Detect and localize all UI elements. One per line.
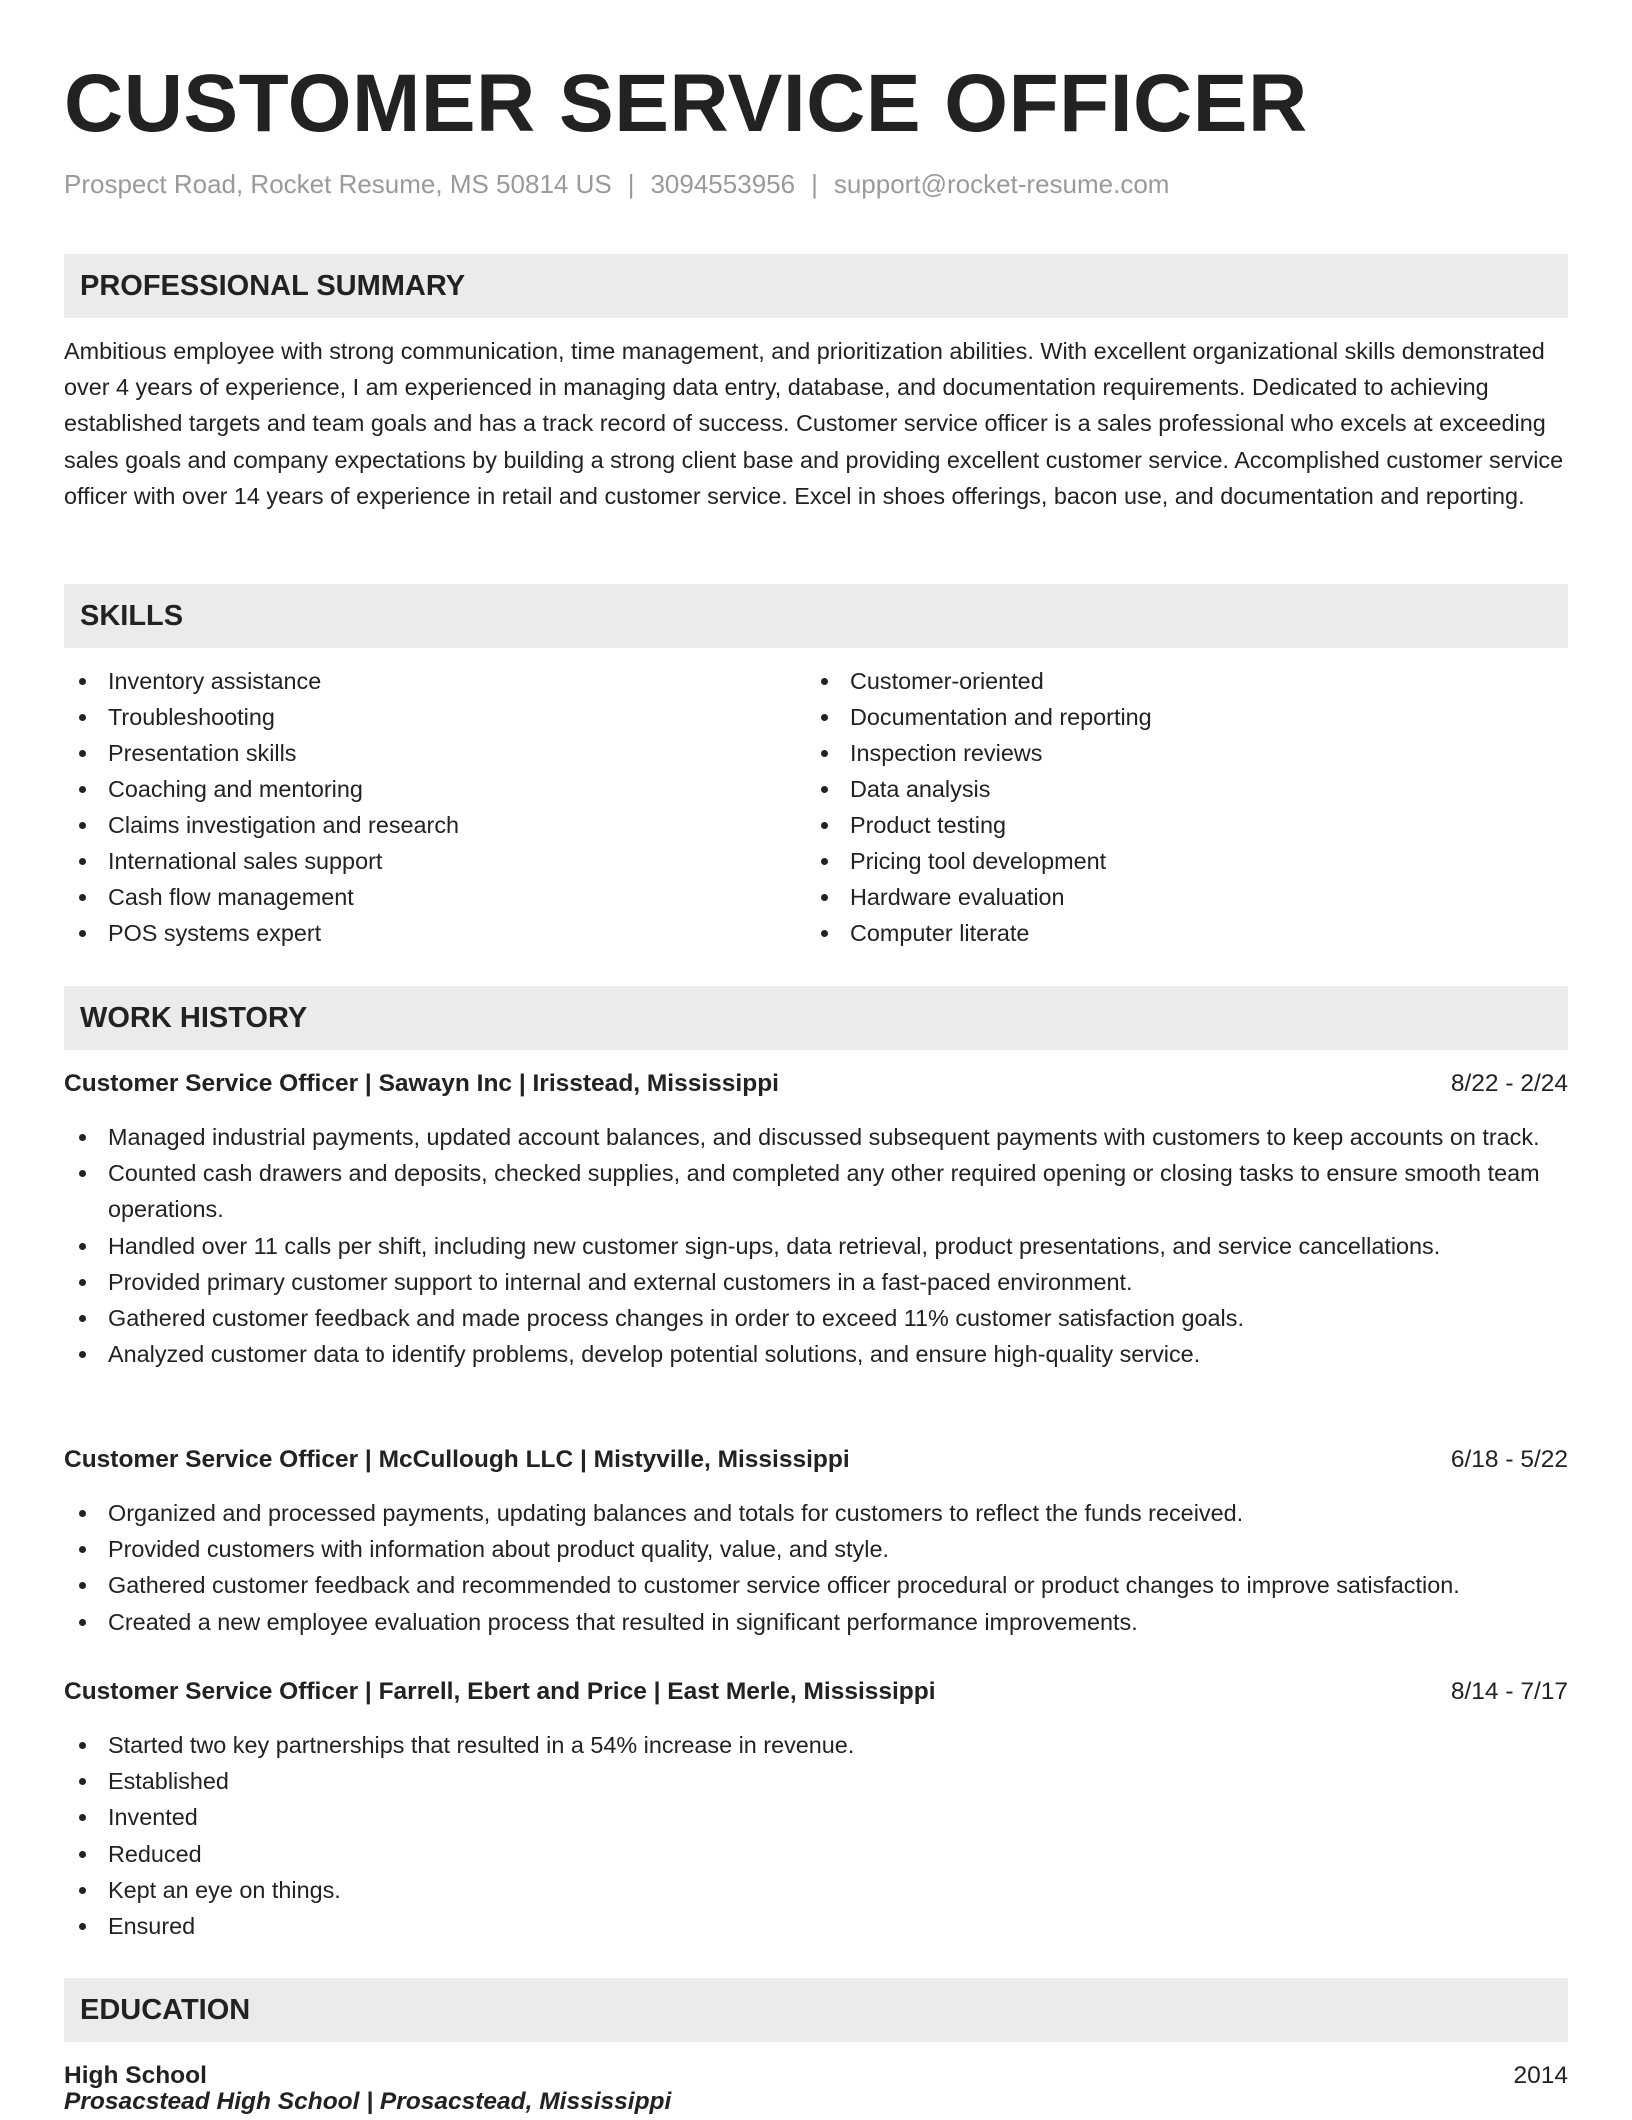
skill-item: Pricing tool development — [806, 843, 1546, 879]
skill-item: Cash flow management — [64, 879, 804, 915]
job-title: Customer Service Officer | McCullough LLC | Mistyville, Mississippi — [64, 1446, 850, 1473]
education-year: 2014 — [1513, 2062, 1568, 2089]
skill-item: POS systems expert — [64, 915, 804, 951]
skill-item: Inventory assistance — [64, 663, 804, 699]
job-dates: 6/18 - 5/22 — [1450, 1446, 1568, 1473]
job-bullet: Established — [64, 1763, 1568, 1799]
job-dates: 8/14 - 7/17 — [1450, 1678, 1568, 1705]
job-bullets — [64, 1495, 1568, 1640]
skill-item: Hardware evaluation — [806, 879, 1546, 915]
section-heading-summary: PROFESSIONAL SUMMARY — [64, 254, 1568, 318]
skills-list-left — [64, 663, 804, 951]
job-bullets — [64, 1119, 1568, 1372]
job-bullet: Started two key partnerships that resulted in a 54% increase in revenue. — [64, 1727, 1568, 1763]
job-bullet: Gathered customer feedback and made process changes in order to exceed 11% customer satisfaction goals. — [64, 1300, 1568, 1336]
job-header — [64, 1442, 1568, 1478]
job-bullet: Invented — [64, 1799, 1568, 1835]
job-bullet: Provided customers with information about product quality, value, and style. — [64, 1531, 1568, 1567]
job-bullets — [64, 1727, 1568, 1944]
job-bullet: Organized and processed payments, updating balances and totals for customers to reflect the funds received. — [64, 1495, 1568, 1531]
job-bullet: Created a new employee evaluation process that resulted in significant performance improvements. — [64, 1604, 1568, 1640]
section-heading-skills: SKILLS — [64, 584, 1568, 648]
skill-item: Troubleshooting — [64, 699, 804, 735]
job-bullet: Reduced — [64, 1836, 1568, 1872]
summary-text: Ambitious employee with strong communication, time management, and prioritization abilities. With excellent organizational skills demonstrated over 4 years of experience, I am experienced in managing data entry, database, and documentation requirements. Dedicated to achieving established targets and team goals and has a track record of success. Customer service officer is a sales professional who excels at exceeding sales goals and company expectations by building a strong client base and providing excellent customer service. Accomplished customer service officer with over 14 years of experience in retail and customer service. Excel in shoes offerings, bacon use, and documentation and reporting. — [64, 338, 1564, 509]
contact-address: Prospect Road, Rocket Resume, MS 50814 US — [64, 169, 612, 199]
section-heading-education: EDUCATION — [64, 1978, 1568, 2042]
job-title: Customer Service Officer | Farrell, Ebert and Price | East Merle, Mississippi — [64, 1678, 936, 1705]
contact-separator: | — [811, 169, 818, 199]
contact-phone: 3094553956 — [650, 169, 796, 199]
job-bullet: Analyzed customer data to identify problems, develop potential solutions, and ensure high-quality service. — [64, 1336, 1568, 1372]
job-bullet: Gathered customer feedback and recommended to customer service officer procedural or product changes to improve satisfaction. — [64, 1567, 1568, 1603]
education-degree: High School — [64, 2062, 207, 2089]
skills-list-right — [806, 663, 1546, 951]
job-title: Customer Service Officer | Sawayn Inc | Irisstead, Mississippi — [64, 1070, 779, 1097]
skill-item: International sales support — [64, 843, 804, 879]
job-header — [64, 1674, 1568, 1710]
resume-name: CUSTOMER SERVICE OFFICER — [64, 58, 1308, 149]
job-bullet: Ensured — [64, 1908, 1568, 1944]
contact-line — [64, 166, 1169, 202]
skill-item: Computer literate — [806, 915, 1546, 951]
job-bullet: Kept an eye on things. — [64, 1872, 1568, 1908]
skill-item: Customer-oriented — [806, 663, 1546, 699]
section-heading-work-history: WORK HISTORY — [64, 986, 1568, 1050]
skill-item: Documentation and reporting — [806, 699, 1546, 735]
education-school: Prosacstead High School | Prosacstead, Mississippi — [64, 2088, 672, 2115]
skill-item: Claims investigation and research — [64, 807, 804, 843]
job-bullet: Counted cash drawers and deposits, checked supplies, and completed any other required opening or closing tasks to ensure smooth team operations. — [64, 1155, 1568, 1227]
job-dates: 8/22 - 2/24 — [1450, 1070, 1568, 1097]
contact-separator: | — [627, 169, 635, 199]
job-bullet: Handled over 11 calls per shift, including new customer sign-ups, data retrieval, product presentations, and service cancellations. — [64, 1228, 1568, 1264]
job-header — [64, 1066, 1568, 1102]
job-bullet: Managed industrial payments, updated account balances, and discussed subsequent payments with customers to keep accounts on track. — [64, 1119, 1568, 1155]
skill-item: Data analysis — [806, 771, 1546, 807]
job-bullet: Provided primary customer support to internal and external customers in a fast-paced environment. — [64, 1264, 1568, 1300]
contact-email: support@rocket-resume.com — [833, 169, 1170, 199]
skill-item: Inspection reviews — [806, 735, 1546, 771]
skill-item: Presentation skills — [64, 735, 804, 771]
skill-item: Coaching and mentoring — [64, 771, 804, 807]
skill-item: Product testing — [806, 807, 1546, 843]
